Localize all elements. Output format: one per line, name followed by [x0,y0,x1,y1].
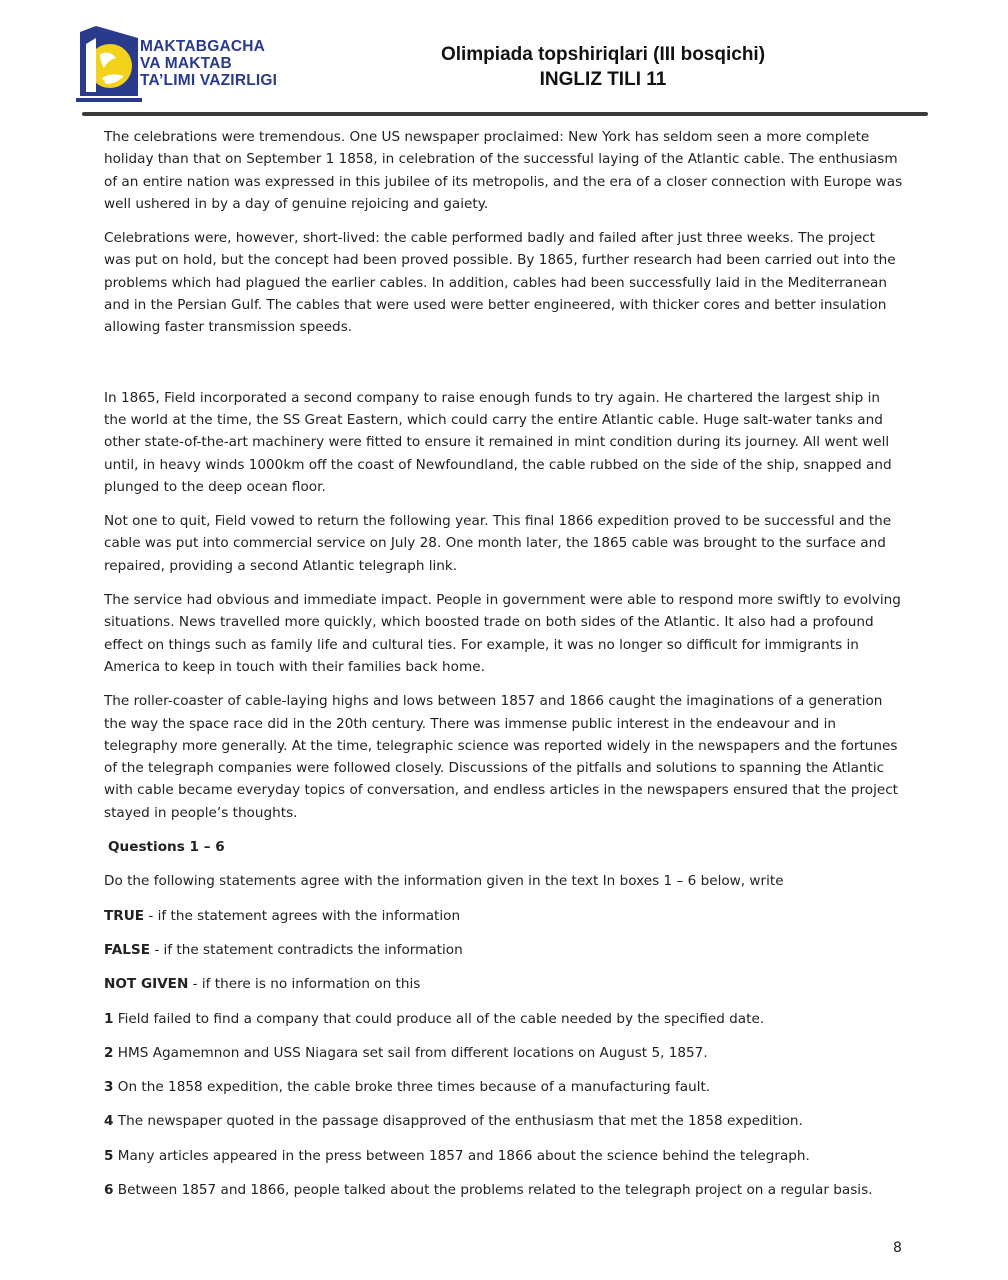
answer-option [104,939,904,961]
question-number: 3 [104,1079,114,1096]
title-line-2: INGLIZ TILI 11 [539,69,667,90]
ministry-line: TA’LIMI VAZIRLIGI [140,72,278,89]
question-number: 2 [104,1044,114,1061]
question-number: 4 [104,1113,114,1130]
question-item [104,1042,904,1064]
option-label: NOT GIVEN [104,976,189,993]
question-text: The newspaper quoted in the passage disapproved of the enthusiasm that met the 1858 expedition. [113,1113,803,1130]
option-text: - if the statement agrees with the information [144,907,461,924]
answer-option [104,973,904,995]
passage-paragraph: The service had obvious and immediate impact. People in government were able to respond more swiftly to evolving situations. News travelled more quickly, which boosted trade on both sides of the Atlantic. It also had a profound effect on things such as family life and cultural ties. For example, it was no longer so difficult for immigrants in America to keep in touch with their families back home. [104,592,901,675]
question-text: Between 1857 and 1866, people talked about the problems related to the telegraph project on a regular basis. [113,1181,873,1198]
option-label: FALSE [104,941,150,958]
question-text: HMS Agamemnon and USS Niagara set sail from different locations on August 5, 1857. [113,1044,708,1061]
question-number: 1 [104,1010,114,1027]
ministry-line: VA MAKTAB [140,55,232,72]
question-item [104,1076,904,1098]
passage-paragraph: In 1865, Field incorporated a second company to raise enough funds to try again. He chartered the largest ship in the world at the time, the SS Great Eastern, which could carry the entire Atlantic cable. Huge salt-water tanks and other state-of-the-art machinery were fitted to ensure it remained in mint condition during its journey. All went well until, in heavy winds 1000km off the coast of Newfoundland, the cable rubbed on the side of the ship, snapped and plunged to the deep ocean floor. [104,389,892,495]
option-label: TRUE [104,907,145,924]
passage-paragraph: The celebrations were tremendous. One US newspaper proclaimed: New York has seldom seen a more complete holiday than that on September 1 1858, in celebration of the successful laying of the Atlantic cable. The enthusiasm of an entire nation was expressed in this jubilee of its metropolis, and the era of a closer connection with Europe was well ushered in by a day of genuine rejoicing and gaiety. [104,129,903,212]
question-item [104,1145,904,1167]
document-body [104,126,904,1213]
questions-heading: Questions 1 – 6 [108,839,225,856]
paragraph-gap [104,351,904,387]
option-text: - if there is no information on this [188,976,421,993]
answer-option [104,905,904,927]
passage-paragraph: The roller-coaster of cable-laying highs and lows between 1857 and 1866 caught the imaginations of a generation the way the space race did in the 20th century. There was immense public interest in the endeavour and in telegraphy more generally. At the time, telegraphic science was reported widely in the newspapers and the fortunes of the telegraph companies were followed closely. Discussions of the pitfalls and solutions to spanning the Atlantic with cable became everyday topics of conversation, and endless articles in the newspapers ensured that the project stayed in people’s thoughts. [104,693,899,821]
page-header [0,0,1008,120]
option-text: - if the statement contradicts the information [150,941,463,958]
question-text: Many articles appeared in the press between 1857 and 1866 about the science behind the telegraph. [113,1147,810,1164]
question-item [104,1179,904,1201]
header-divider [82,112,928,116]
passage-paragraph: Not one to quit, Field vowed to return the following year. This final 1866 expedition proved to be successful and the cable was put into commercial service on July 28. One month later, the 1865 cable was brought to the surface and repaired, providing a second Atlantic telegraph link. [104,513,892,574]
question-text: On the 1858 expedition, the cable broke three times because of a manufacturing fault. [113,1079,711,1096]
passage-paragraph: Celebrations were, however, short-lived: the cable performed badly and failed after just three weeks. The project was put on hold, but the concept had been proved possible. By 1865, further research had been carried out into the problems which had plagued the earlier cables. In addition, cables had been successfully laid in the Mediterranean and in the Persian Gulf. The cables that were used were better engineered, with thicker cores and better insulation allowing faster transmission speeds. [104,230,896,336]
question-number: 5 [104,1147,114,1164]
question-text: Field failed to find a company that could produce all of the cable needed by the specified date. [113,1010,765,1027]
title-line-1: Olimpiada topshiriqlari (III bosqichi) [440,44,766,65]
page-number: 8 [893,1240,902,1256]
question-item [104,1008,904,1030]
ministry-line: MAKTABGACHA [140,38,266,55]
ministry-logo-icon [76,26,142,102]
questions-instruction: Do the following statements agree with the information given in the text In boxes 1 – 6 below, write [104,873,784,890]
question-item [104,1110,904,1132]
ministry-name [140,38,277,89]
document-title [398,42,808,92]
question-number: 6 [104,1181,114,1198]
